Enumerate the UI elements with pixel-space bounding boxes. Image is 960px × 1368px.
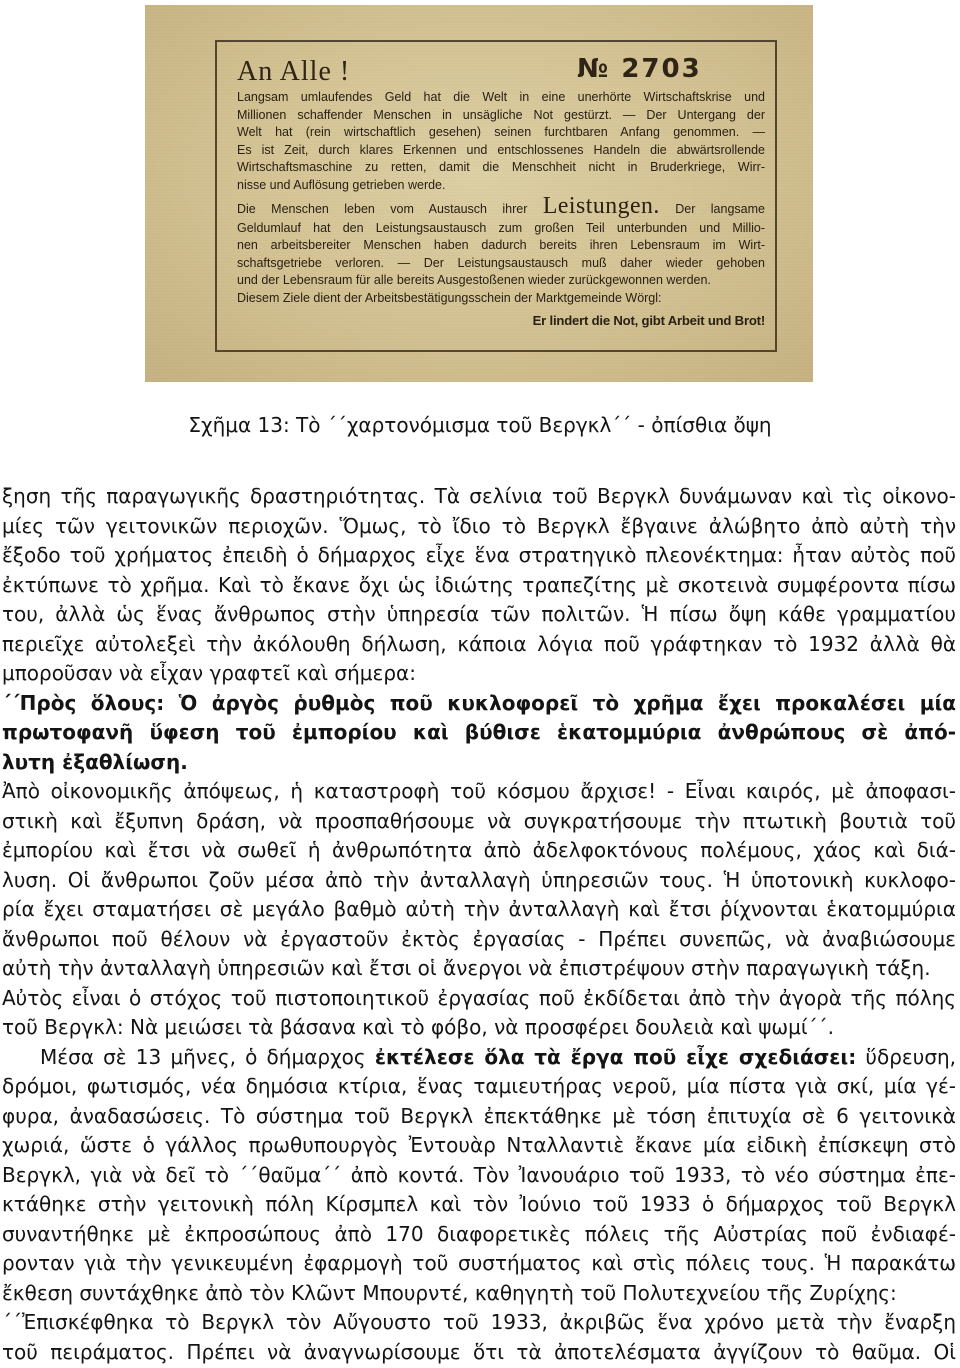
banknote-text-line: Langsam umlaufendes Geld hat die Welt in eine unerhörte Wirtschaftskrise und — [237, 90, 765, 104]
body-line: ρία ἔχει σταματήσει σὲ μεγάλο βαθμὸ αὐτὴ τὴν ἀνταλλαγὴ καὶ ἔτσι ῥίχνονται ἑκατομμύρια — [2, 897, 956, 921]
body-text-segment: ὕδρευση, — [856, 1044, 957, 1069]
body-line: ἐκτύπωνε τὸ χρῆμα. Καὶ τὸ ἔκανε ὄχι ὡς ἰδιώτης τραπεζίτης μὲ σκοτεινὰ συμφέροντα πίσω — [2, 572, 956, 597]
page-body — [2, 482, 956, 1367]
body-line: ἔξοδο τοῦ χρήματος ἐπειδὴ ὁ δήμαρχος εἶχε ἕνα στρατηγικὸ πλεονέκτημα: ἦταν αὐτὸς ποῦ — [2, 543, 956, 567]
banknote-text-line: und der Lebensraum für alle bereits Ausgestoßenen wieder zurückgewonnen werden. — [237, 273, 711, 288]
body-line: ΄΄Ἐπισκέφθηκα τὸ Βεργκλ τὸν Αὔγουστο τοῦ 1933, ἀκριβῶς ἕνα χρόνο μετὰ τὴν ἔναρξη — [2, 1310, 956, 1334]
body-text-segment: Μέσα σὲ 13 μῆνες, ὁ δήμαρχος — [40, 1044, 375, 1069]
banknote-text-line: nisse und Auflösung getrieben werde. — [237, 177, 446, 192]
body-line: τοῦ Βεργκλ: Νὰ μειώσει τὰ βάσανα καὶ τὸ φόβο, νὰ προσφέρει δουλειὰ καὶ ψωμί΄΄. — [2, 1015, 835, 1039]
banknote-text-segment: Der langsame — [675, 201, 765, 216]
figure-caption: Σχῆμα 13: Τὸ ΄΄χαρτονόμισμα τοῦ Βεργκλ΄΄ - ὀπίσθια ὄψη — [188, 413, 772, 437]
body-line: στικὴ καὶ ἔξυπνη δράση, νὰ προσπαθήσουμε νὰ συγκρατήσουμε τὴν πτωτικὴ βουτιὰ τοῦ — [2, 808, 956, 833]
banknote-image — [145, 5, 813, 382]
body-line: δρόμοι, φωτισμός, νέα δημόσια κτίρια, ἕνας ταμιευτήρας νεροῦ, μία πίστα γιὰ σκί, μία γέ- — [2, 1074, 956, 1098]
banknote-text-line: Diesem Ziele dient der Arbeitsbestätigungsschein der Marktgemeinde Wörgl: — [237, 290, 662, 305]
body-line: ἔκθεση συντάχθηκε ἀπὸ τὸν Κλῶντ Μπουρντέ, καθηγητὴ τοῦ Πολυτεχνείου τῆς Ζυρίχης: — [2, 1280, 897, 1305]
banknote-text-line — [237, 192, 765, 220]
banknote-text-line: nen arbeitsbereiter Menschen haben dadurch bereits ihren Lebensraum im Wirt- — [237, 238, 765, 253]
body-line: μίες τῶν γειτονικῶν περιοχῶν. Ὅμως, τὸ ἴδιο τὸ Βεργκλ ἔβγαινε ἀλώβητο ἀπὸ αὐτὴ τὴν — [2, 513, 956, 538]
banknote-text-segment: Die Menschen leben vom Austausch ihrer — [237, 201, 528, 216]
quote-bold-line: λυτη ἐξαθλίωση. — [2, 749, 188, 774]
quote-bold-line: πρωτοφανῆ ὕφεση τοῦ ἐμπορίου καὶ βύθισε ἑκατομμύρια ἀνθρώπους σὲ ἀπό- — [2, 720, 956, 744]
banknote-text — [237, 89, 765, 332]
body-line: ξηση τῆς παραγωγικῆς δραστηριότητας. Τὰ σελίνια τοῦ Βεργκλ δυνάμωναν καὶ τὶς οἰκονο- — [2, 484, 956, 508]
body-line: περιεῖχε αὐτολεξεὶ τὴν ἀκόλουθη δήλωση, κάποια λόγια ποῦ γράφτηκαν τὸ 1932 ἀλλὰ θὰ — [2, 631, 956, 656]
body-line: τοῦ πειράματος. Πρέπει νὰ ἀναγνωρίσουμε ὅτι τὰ ἀποτελέσματα ἀγγίζουν τὸ θαῦμα. Οἱ — [2, 1339, 956, 1364]
emphasis-text: ἐκτέλεσε ὅλα τὰ ἔργα ποῦ εἶχε σχεδιάσει: — [374, 1044, 857, 1069]
body-line: χωριά, ὥστε ὁ γάλλος πρωθυπουργὸς Ἐντουὰρ Νταλλαντιὲ ἔκανε μία εἰδικὴ ἐπίσκεψη στὸ — [2, 1133, 956, 1157]
banknote-text-line: Es ist Zeit, durch klares Erkennen und entschlossenes Handeln die abwärtsrollende — [237, 142, 765, 157]
body-line: λυση. Οἱ ἄνθρωποι ζοῦν μέσα ἀπὸ τὴν ἀνταλλαγὴ ὑπηρεσιῶν τους. Ἡ ὑποτονικὴ κυκλοφο- — [2, 867, 956, 892]
body-line: του, ἀλλὰ ὡς ἕνας ἄνθρωπος στὴν ὑπηρεσία τῶν πολιτῶν. Ἡ πίσω ὄψη κάθε γραμματίου — [2, 602, 956, 626]
banknote-text-line: Millionen schaffender Menschen in unsägliche Not gestürzt. — Der Untergang der — [237, 107, 765, 122]
body-line: Βεργκλ, γιὰ νὰ δεῖ τὸ ΄΄θαῦμα΄΄ ἀπὸ κοντά. Τὸν Ἰανουάριο τοῦ 1933, τὸ νέο σύστημα ἐπε- — [2, 1162, 956, 1187]
quote-bold-line: ΄΄Πρὸς ὅλους: Ὁ ἀργὸς ῥυθμὸς ποῦ κυκλοφορεῖ τὸ χρῆμα ἔχει προκαλέσει μία — [2, 690, 956, 715]
body-line: Ἀπὸ οἰκονομικῆς ἀπόψεως, ἡ καταστροφὴ τοῦ κόσμου ἄρχισε! - Εἶναι καιρός, μὲ ἀποφασι- — [2, 779, 956, 803]
banknote-headline: An Alle ! — [237, 56, 351, 87]
banknote-text-line: Welt hat (rein wirtschaftlich gesehen) seinen furchtbaren Anfang genommen. — — [237, 125, 765, 140]
body-line: συναντήθηκε μὲ ἐκπροσώπους ἀπὸ 170 διαφορετικὲς πόλεις τῆς Αὐστρίας ποῦ ἐνδιαφέ- — [2, 1221, 956, 1246]
banknote-text-line: Geldumlauf hat den Leistungsaustausch zum großen Teil unterbunden und Millio- — [237, 220, 765, 235]
body-line: αὐτὴ τὴν ἀνταλλαγὴ ὑπηρεσιῶν καὶ ἔτσι οἱ ἄνεργοι νὰ ἐπιστρέψουν στὴν παραγωγικὴ τάξη. — [2, 956, 931, 980]
body-line: κτάθηκε στὴν γειτονικὴ πόλη Κίρσμπελ καὶ τὸν Ἰούνιο τοῦ 1933 ὁ δήμαρχος τοῦ Βεργκλ — [2, 1192, 956, 1216]
body-line: Αὐτὸς εἶναι ὁ στόχος τοῦ πιστοποιητικοῦ ἐργασίας ποῦ ἐκδίδεται ἀπὸ τὴν ἀγορὰ τῆς πόλης — [2, 985, 956, 1010]
body-line: ρονταν γιὰ τὴν γενικευμένη ἐφαρμογὴ τοῦ συστήματος καὶ στὶς πόλεις τους. Ἡ παρακάτω — [2, 1251, 956, 1275]
body-line: μποροῦσαν νὰ εἶχαν γραφτεῖ καὶ σήμερα: — [2, 661, 416, 685]
body-line-indented — [2, 1043, 956, 1073]
banknote-emphasis-word: Leistungen. — [542, 192, 660, 219]
body-line: ἄνθρωποι ποῦ θέλουν νὰ ἐργαστοῦν ἐκτὸς ἐργασίας - Πρέπει συνεπῶς, νὰ ἀναβιώσουμε — [2, 926, 956, 951]
body-line: ἐμπορίου καὶ ἔτσι νὰ σωθεῖ ἡ ἀνθρωπότητα ἀπὸ ἀδελφοκτόνους πολέμους, χάος καὶ διά- — [2, 838, 956, 862]
banknote-serial-number: № 2703 — [577, 54, 702, 84]
banknote-motto: Er lindert die Not, gibt Arbeit und Brot! — [532, 312, 765, 328]
body-line: φυρα, ἀναδασώσεις. Τὸ σύστημα τοῦ Βεργκλ ἐπεκτάθηκε μὲ τόση ἐπιτυχία σὲ 6 γειτονικὰ — [2, 1103, 956, 1128]
banknote-text-line: Wirtschaftsmaschine zu retten, damit die Menschheit nicht in Bruderkriege, Wirr- — [237, 160, 765, 175]
banknote-text-line: schaftsgetriebe verloren. — Der Leistungsaustausch muß daher wieder gehoben — [237, 255, 765, 270]
